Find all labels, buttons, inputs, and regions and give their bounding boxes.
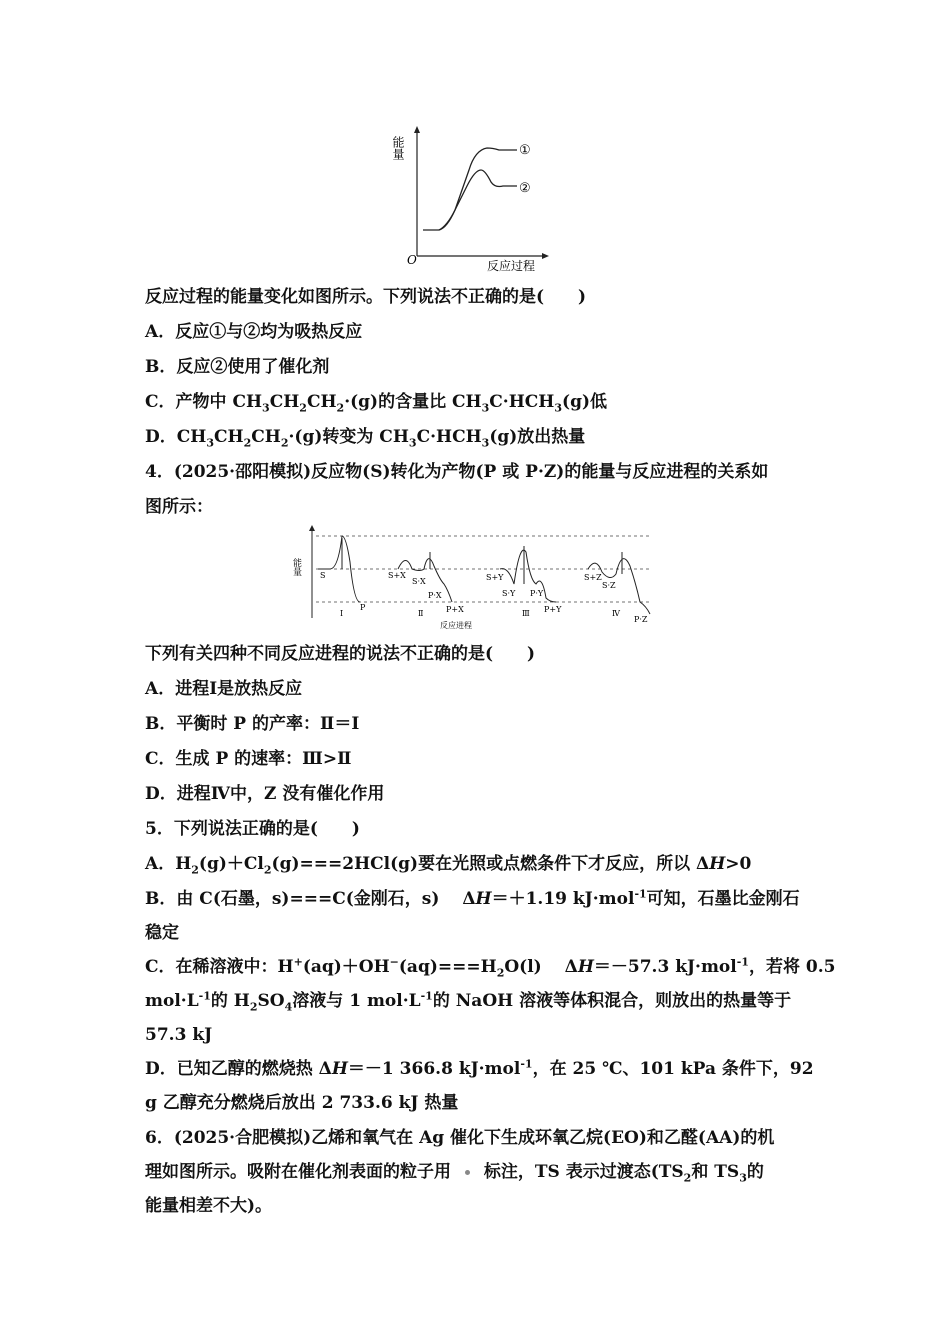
q5-option-c-line2: $mol\cdot L^{-1}$的 $H_2SO_4$溶液与 1 $mol\cdot L^{-1}$的 NaOH 溶液等体积混合，则放出的热量等于 — [145, 989, 792, 1014]
x-axis-label: 反应进程 — [440, 621, 472, 630]
q4-option-d: D．进程Ⅳ中，Z 没有催化作用 — [145, 784, 385, 804]
y-axis-label: 能量 — [391, 136, 405, 160]
curve-1-label: ① — [519, 143, 531, 158]
q3-option-d: D．$CH_3CH_2CH_2\cdot(g)$转变为 $CH_3C\cdot HCH_3(g)$放出热量 — [145, 427, 586, 450]
label-path-iv: Ⅳ — [612, 609, 620, 618]
y-axis-label: 能量 — [291, 558, 301, 576]
q4-option-c: C．生成 P 的速率：Ⅲ>Ⅱ — [145, 749, 352, 769]
label-path-ii: Ⅱ — [418, 609, 424, 618]
label-p-plus-y: P+Y — [544, 605, 562, 614]
curve-2 — [439, 170, 517, 230]
q5-option-b-line1: B．由 C(石墨，s)===C(金刚石，s) ΔH＝＋1.19 kJ·mol$^{-1}$可知，石墨比金刚石 — [145, 887, 800, 909]
label-s: S — [320, 571, 326, 580]
label-p-x: P·X — [428, 591, 442, 600]
label-p-z: P·Z — [634, 615, 648, 624]
q3-stem: 反应过程的能量变化如图所示。下列说法不正确的是( ) — [145, 287, 587, 307]
label-s-y: S·Y — [502, 589, 516, 598]
q6-stem-line2: 理如图所示。吸附在催化剂表面的粒子用 标注，TS 表示过渡态($TS_2$和 $TS_3$的 — [145, 1162, 764, 1185]
q4-question: 下列有关四种不同反应进程的说法不正确的是( ) — [145, 644, 536, 664]
q5-option-b-line2: 稳定 — [145, 923, 179, 943]
label-s-plus-x: S+X — [388, 571, 406, 580]
path-iv — [588, 559, 650, 614]
q3-option-b: B．反应②使用了催化剂 — [145, 357, 330, 377]
label-p-plus-x: P+X — [446, 605, 464, 614]
q4-option-a: A．进程Ⅰ是放热反应 — [145, 679, 303, 699]
q6-stem-line3: 能量相差不大)。 — [145, 1196, 273, 1216]
energy-diagram-2 — [290, 522, 660, 630]
q6-stem-line1: 6．(2025·合肥模拟)乙烯和氧气在 Ag 催化下生成环氧乙烷(EO)和乙醛(AA)的机 — [145, 1128, 775, 1148]
label-s-z: S·Z — [602, 581, 616, 590]
curve-1 — [423, 148, 517, 230]
q3-option-c: C．产物中 $CH_3CH_2CH_2\cdot(g)$的含量比 $CH_3C\cdot HCH_3(g)$低 — [145, 392, 608, 415]
y-axis-arrow — [414, 126, 420, 133]
label-path-iii: Ⅲ — [522, 609, 530, 618]
label-p: P — [360, 603, 366, 612]
label-s-plus-y: S+Y — [486, 573, 504, 582]
q5-option-a: A．$H_2(g)+Cl_2(g)===2HCl(g)$要在光照或点燃条件下才反应，所以 ΔH>0 — [145, 854, 752, 877]
y-axis-arrow — [309, 525, 315, 531]
q4-option-b: B．平衡时 P 的产率：Ⅱ＝Ⅰ — [145, 714, 360, 734]
q5-option-c-line3: 57.3 kJ — [145, 1025, 213, 1045]
label-s-x: S·X — [412, 577, 426, 586]
x-axis-label: 反应过程 — [487, 259, 536, 273]
origin-label: O — [407, 253, 417, 267]
q3-option-a: A．反应①与②均为吸热反应 — [145, 322, 363, 342]
label-path-i: Ⅰ — [340, 609, 344, 618]
adsorbed-marker-icon — [465, 1170, 470, 1175]
q5-option-c-line1: C．在稀溶液中：$H^+(aq)+OH^-(aq)===H_2O(l)$ ΔH＝－57.3 kJ·mol$^{-1}$，若将 0.5 — [145, 955, 836, 980]
q5-option-d-line2: g 乙醇充分燃烧后放出 2 733.6 kJ 热量 — [145, 1093, 459, 1113]
q5-stem: 5．下列说法正确的是( ) — [145, 819, 360, 839]
curve-2-label: ② — [519, 181, 531, 196]
q5-option-d-line1: D．已知乙醇的燃烧热 ΔH＝－1 366.8 kJ·mol$^{-1}$，在 25 ℃、101 kPa 条件下，92 — [145, 1057, 814, 1079]
q4-stem-line2: 图所示： — [145, 497, 213, 517]
q4-stem-line1: 4．(2025·邵阳模拟)反应物(S)转化为产物(P 或 P·Z)的能量与反应进程的关系如 — [145, 462, 769, 482]
label-s-plus-z: S+Z — [584, 573, 602, 582]
energy-diagram-1 — [391, 120, 555, 275]
x-axis-arrow — [542, 253, 549, 259]
label-p-y: P·Y — [530, 589, 544, 598]
